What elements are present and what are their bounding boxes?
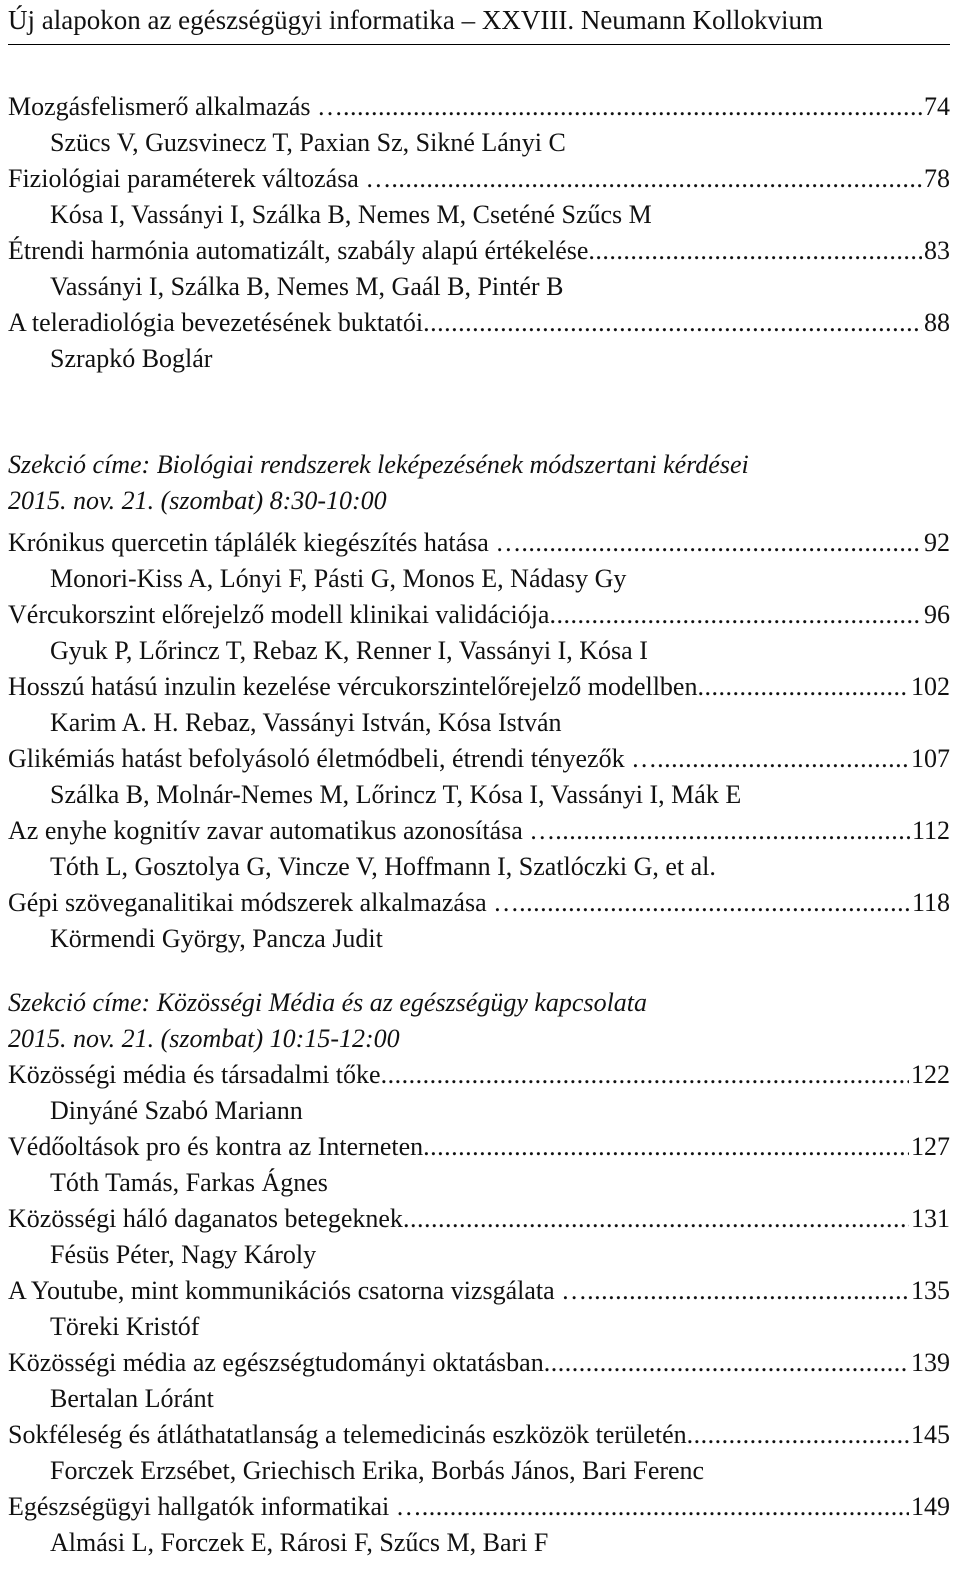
entry-title: Sokféleség és átláthatatlanság a telemedicinás eszközök területén bbox=[8, 1420, 687, 1449]
dot-leader bbox=[403, 1201, 909, 1237]
entry-title: Fiziológiai paraméterek változása … bbox=[8, 164, 392, 193]
entry-page-number: 88 bbox=[924, 308, 950, 337]
entry-title: A Youtube, mint kommunikációs csatorna vizsgálata … bbox=[8, 1276, 588, 1305]
toc-entry[interactable] bbox=[8, 233, 950, 269]
entry-authors: Körmendi György, Pancza Judit bbox=[50, 924, 383, 953]
entry-authors: Vassányi I, Szálka B, Nemes M, Gaál B, Pintér B bbox=[50, 272, 564, 301]
session-title: Szekció címe: Biológiai rendszerek leképezésének módszertani kérdései bbox=[8, 450, 749, 479]
toc-page bbox=[8, 0, 950, 1561]
toc-entry[interactable] bbox=[8, 89, 950, 125]
entry-page-number: 139 bbox=[911, 1348, 950, 1377]
toc-entry[interactable] bbox=[8, 1129, 950, 1165]
toc-entry[interactable] bbox=[8, 597, 950, 633]
dot-leader bbox=[687, 1417, 909, 1453]
entry-authors: Szücs V, Guzsvinecz T, Paxian Sz, Sikné Lányi C bbox=[50, 128, 566, 157]
entry-page-number: 96 bbox=[924, 600, 950, 629]
dot-leader bbox=[657, 741, 909, 777]
toc-entry[interactable] bbox=[8, 1057, 950, 1093]
entry-authors: Kósa I, Vassányi I, Szálka B, Nemes M, Cseténé Szűcs M bbox=[50, 200, 652, 229]
toc-section-3 bbox=[8, 985, 950, 1561]
entry-page-number: 74 bbox=[924, 92, 950, 121]
dot-leader bbox=[519, 885, 910, 921]
toc-entry[interactable] bbox=[8, 669, 950, 705]
session-title: Szekció címe: Közösségi Média és az egészségügy kapcsolata bbox=[8, 988, 648, 1017]
entry-title: Krónikus quercetin táplálék kiegészítés hatása … bbox=[8, 528, 522, 557]
toc-entry[interactable] bbox=[8, 741, 950, 777]
entry-authors: Gyuk P, Lőrincz T, Rebaz K, Renner I, Vassányi I, Kósa I bbox=[50, 636, 648, 665]
dot-leader bbox=[588, 233, 922, 269]
dot-leader bbox=[391, 161, 922, 197]
dot-leader bbox=[381, 1057, 909, 1093]
entry-authors: Almási L, Forczek E, Rárosi F, Szűcs M, Bari F bbox=[50, 1528, 549, 1557]
entry-page-number: 112 bbox=[911, 816, 950, 845]
dot-leader bbox=[422, 1489, 909, 1525]
entry-authors: Tóth L, Gosztolya G, Vincze V, Hoffmann I, Szatlóczki G, et al. bbox=[50, 852, 716, 881]
toc-entry[interactable] bbox=[8, 1273, 950, 1309]
entry-title: Közösségi média az egészségtudományi oktatásban bbox=[8, 1348, 544, 1377]
dot-leader bbox=[423, 1129, 909, 1165]
dot-leader bbox=[343, 89, 922, 125]
entry-title: Hosszú hatású inzulin kezelése vércukorszintelőrejelző modellben bbox=[8, 672, 698, 701]
entry-page-number: 83 bbox=[924, 236, 950, 265]
entry-page-number: 92 bbox=[924, 528, 950, 557]
entry-page-number: 78 bbox=[924, 164, 950, 193]
entry-authors: Szrapkó Boglár bbox=[50, 344, 213, 373]
running-header bbox=[8, 0, 950, 45]
entry-page-number: 131 bbox=[911, 1204, 950, 1233]
session-time: 2015. nov. 21. (szombat) 10:15-12:00 bbox=[8, 1024, 400, 1053]
toc-entry[interactable] bbox=[8, 885, 950, 921]
dot-leader bbox=[587, 1273, 909, 1309]
entry-title: Gépi szöveganalitikai módszerek alkalmazása … bbox=[8, 888, 520, 917]
entry-authors: Monori-Kiss A, Lónyi F, Pásti G, Monos E, Nádasy Gy bbox=[50, 564, 627, 593]
entry-authors: Forczek Erzsébet, Griechisch Erika, Borbás János, Bari Ferenc bbox=[50, 1456, 705, 1485]
entry-authors: Töreki Kristóf bbox=[50, 1312, 200, 1341]
toc-entry[interactable] bbox=[8, 305, 950, 341]
dot-leader bbox=[549, 597, 922, 633]
toc-section-2 bbox=[8, 447, 950, 957]
entry-page-number: 118 bbox=[911, 888, 950, 917]
entry-page-number: 149 bbox=[911, 1492, 950, 1521]
entry-page-number: 122 bbox=[911, 1060, 950, 1089]
toc-entry[interactable] bbox=[8, 1345, 950, 1381]
entry-authors: Fésüs Péter, Nagy Károly bbox=[50, 1240, 317, 1269]
entry-page-number: 127 bbox=[911, 1132, 950, 1161]
entry-page-number: 102 bbox=[911, 672, 950, 701]
toc-block-1 bbox=[8, 89, 950, 377]
entry-authors: Szálka B, Molnár-Nemes M, Lőrincz T, Kósa I, Vassányi I, Mák E bbox=[50, 780, 742, 809]
entry-title: Védőoltások pro és kontra az Interneten bbox=[8, 1132, 424, 1161]
entry-authors: Dinyáné Szabó Mariann bbox=[50, 1096, 303, 1125]
dot-leader bbox=[697, 669, 909, 705]
toc-entry[interactable] bbox=[8, 813, 950, 849]
dot-leader bbox=[423, 305, 922, 341]
toc-entry[interactable] bbox=[8, 161, 950, 197]
entry-title: Közösségi háló daganatos betegeknek bbox=[8, 1204, 403, 1233]
entry-title: Az enyhe kognitív zavar automatikus azonosítása … bbox=[8, 816, 556, 845]
entry-title: Közösségi média és társadalmi tőke bbox=[8, 1060, 381, 1089]
entry-page-number: 145 bbox=[911, 1420, 950, 1449]
header-title: Új alapokon az egészségügyi informatika – XXVIII. Neumann Kollokvium bbox=[8, 5, 824, 35]
entry-page-number: 107 bbox=[911, 744, 950, 773]
toc-entry[interactable] bbox=[8, 525, 950, 561]
entry-page-number: 135 bbox=[911, 1276, 950, 1305]
entry-authors: Karim A. H. Rebaz, Vassányi István, Kósa István bbox=[50, 708, 562, 737]
toc-entry[interactable] bbox=[8, 1489, 950, 1525]
entry-title: A teleradiológia bevezetésének buktatói bbox=[8, 308, 424, 337]
entry-title: Egészségügyi hallgatók informatikai … bbox=[8, 1492, 422, 1521]
entry-title: Étrendi harmónia automatizált, szabály alapú értékelése bbox=[8, 236, 589, 265]
entry-title: Mozgásfelismerő alkalmazás … bbox=[8, 92, 343, 121]
entry-authors: Tóth Tamás, Farkas Ágnes bbox=[50, 1168, 328, 1197]
entry-title: Glikémiás hatást befolyásoló életmódbeli, étrendi tényezők … bbox=[8, 744, 658, 773]
dot-leader bbox=[555, 813, 910, 849]
toc-entry[interactable] bbox=[8, 1201, 950, 1237]
dot-leader bbox=[521, 525, 922, 561]
entry-title: Vércukorszint előrejelző modell klinikai validációja bbox=[8, 600, 550, 629]
dot-leader bbox=[544, 1345, 909, 1381]
entry-authors: Bertalan Lóránt bbox=[50, 1384, 214, 1413]
toc-entry[interactable] bbox=[8, 1417, 950, 1453]
session-time: 2015. nov. 21. (szombat) 8:30-10:00 bbox=[8, 486, 387, 515]
